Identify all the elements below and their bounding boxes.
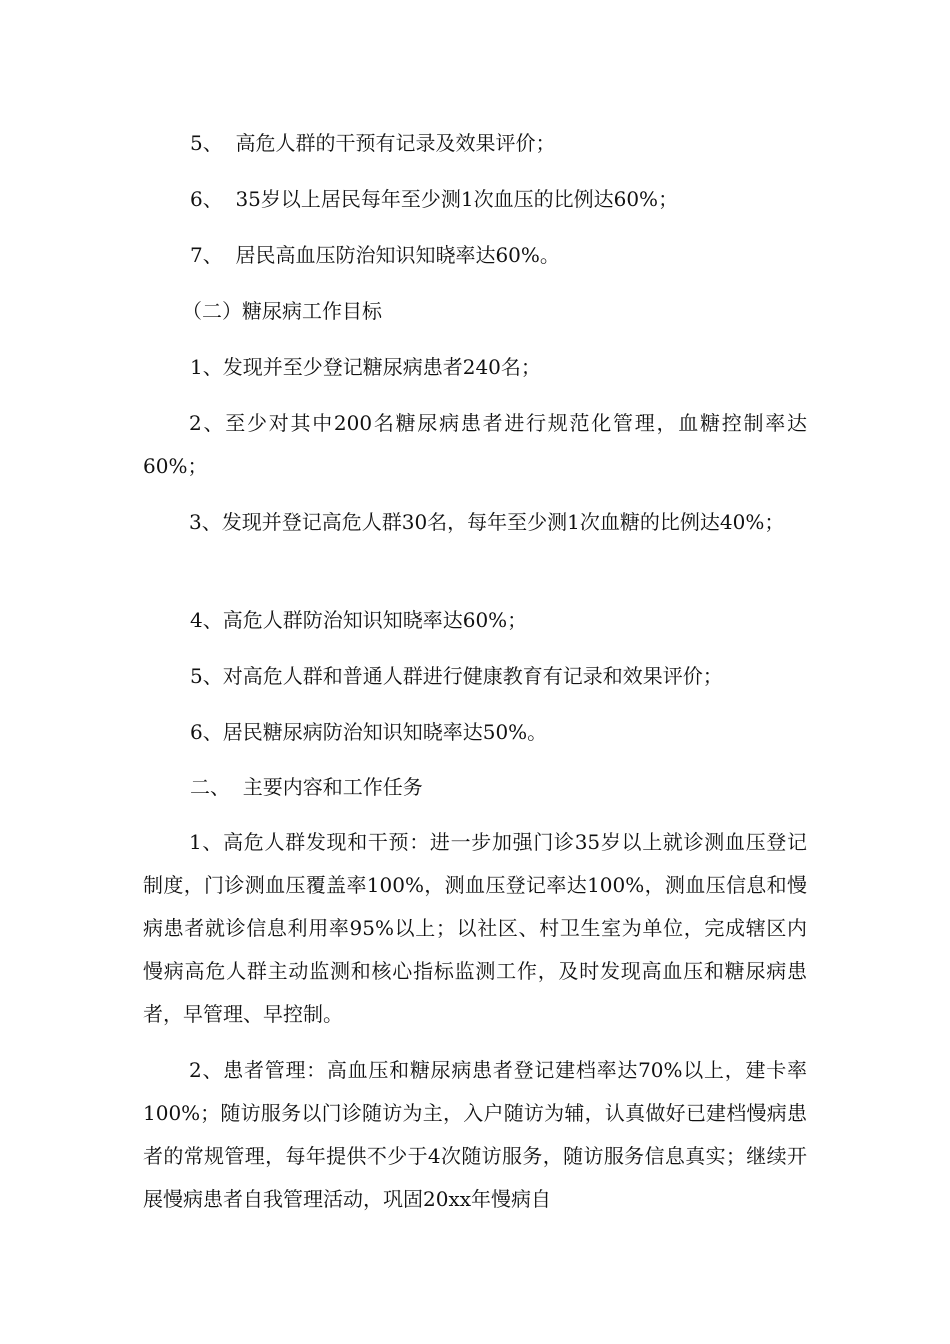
goal-item-7-hypertension-awareness: 7、 居民高血压防治知识知晓率达60%。 (190, 243, 560, 267)
diabetes-goal-3: 3、发现并登记高危人群30名，每年至少测1次血糖的比例达40%； (189, 510, 785, 534)
goal-item-5-intervention-record: 5、 高危人群的干预有记录及效果评价； (190, 131, 556, 155)
task-1-high-risk-detection: 1、高危人群发现和干预：进一步加强门诊35岁以上就诊测血压登记制度，门诊测血压覆盖率100%，测血压登记率达100%，测血压信息和慢病患者就诊信息利用率95%以上；以社区、村卫生室为单位，完成辖区内慢病高危人群主动监测和核心指标监测工作，及时发现高血压和糖尿病患者，早管理、早控制。 (143, 830, 807, 1026)
diabetes-goal-2: 2、至少对其中200名糖尿病患者进行规范化管理，血糖控制率达60%； (143, 411, 807, 478)
diabetes-goal-4: 4、高危人群防治知识知晓率达60%； (190, 608, 528, 632)
section-heading-diabetes-goals: （二）糖尿病工作目标 (182, 299, 382, 323)
section-heading-main-tasks: 二、 主要内容和工作任务 (190, 775, 423, 799)
diabetes-goal-6: 6、居民糖尿病防治知识知晓率达50%。 (190, 720, 548, 744)
task-2-patient-management: 2、患者管理：高血压和糖尿病患者登记建档率达70%以上，建卡率100%；随访服务以门诊随访为主，入户随访为辅，认真做好已建档慢病患者的常规管理，每年提供不少于4次随访服务，随访服务信息真实；继续开展慢病患者自我管理活动，巩固20xx年慢病自 (143, 1058, 807, 1211)
diabetes-goal-1: 1、发现并至少登记糖尿病患者240名； (190, 355, 541, 379)
diabetes-goal-5: 5、对高危人群和普通人群进行健康教育有记录和效果评价； (190, 664, 723, 688)
goal-item-6-bp-measurement: 6、 35岁以上居民每年至少测1次血压的比例达60%； (190, 187, 679, 211)
